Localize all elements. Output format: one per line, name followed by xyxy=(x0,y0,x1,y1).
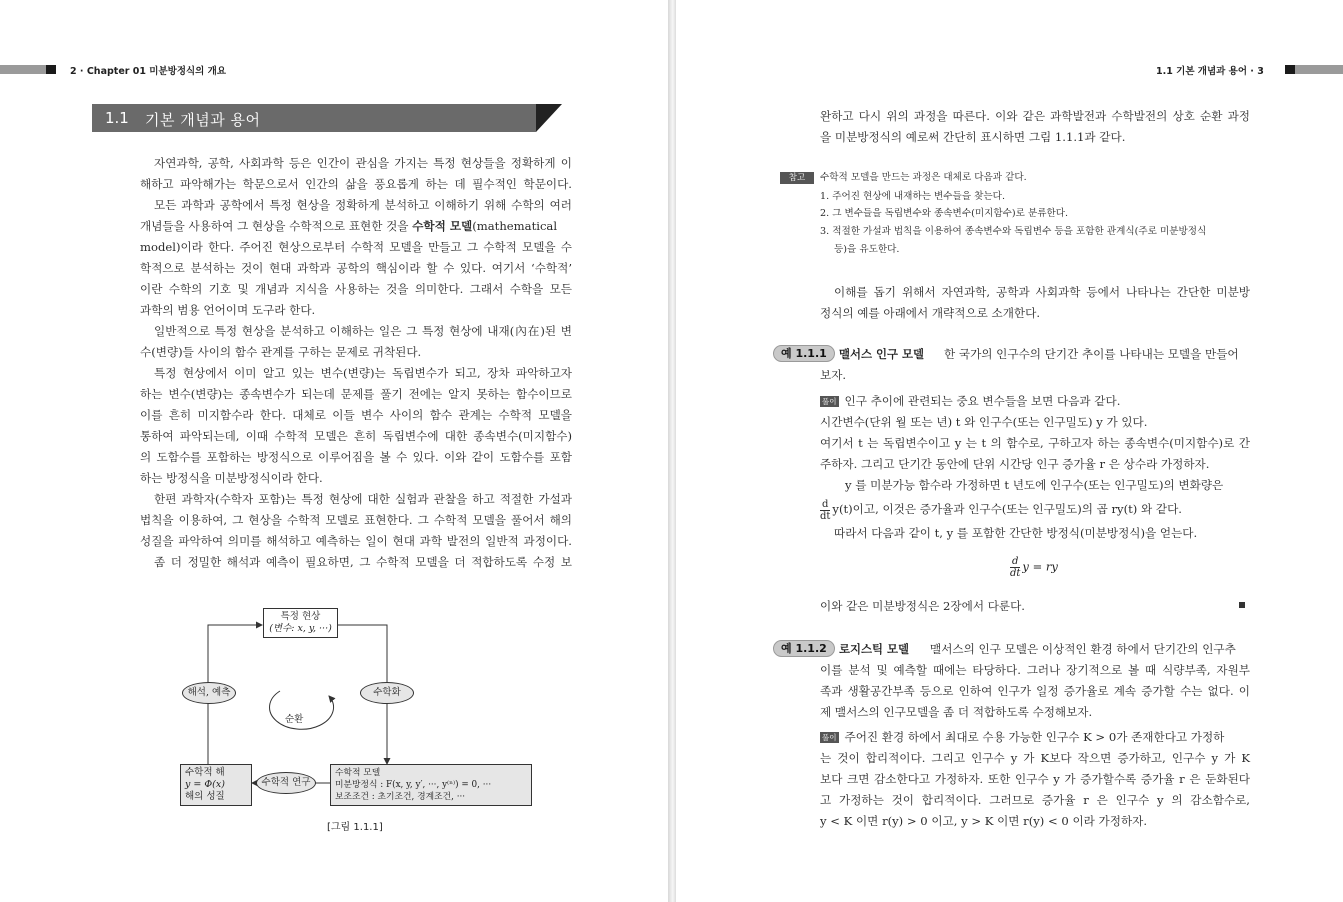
note-line: 3. 적절한 가설과 법칙을 이용하여 종속변수와 독립변수 등을 포함한 관계식(주로 미분방정식 xyxy=(820,226,1207,237)
body-line: 학적으로 분석하는 것이 현대 과학과 공학의 핵심이라 할 수 있다. 여기서 ‘수학적’ xyxy=(140,261,572,275)
end-of-example-mark xyxy=(1239,602,1245,608)
left-page xyxy=(0,0,668,902)
body-line: 한편 과학자(수학자 포함)는 특정 현상에 대한 실험과 관찰을 하고 적절한 가설과 xyxy=(154,492,572,506)
solution-line: 풀이 인구 추이에 관련되는 중요 변수들을 보면 다음과 같다. xyxy=(822,394,1121,408)
body-line: 보자. xyxy=(820,368,847,382)
solution-line: 풀이 주어진 환경 하에서 최대로 수용 가능한 인구수 K > 0가 존재한다고 가정하 xyxy=(822,730,1225,744)
body-line: 개념들을 사용하여 그 현상을 수학적으로 표현한 것을 수학적 모델(mathematical xyxy=(140,219,558,233)
solution-line: 고 가정하는 것이 합리적이다. 그러므로 증가율 r 은 인구수 y 의 감소함수로, xyxy=(820,793,1250,807)
note-line: 2. 그 변수들을 독립변수와 종속변수(미지함수)로 분류한다. xyxy=(820,208,1069,219)
body-line: 이해를 돕기 위해서 자연과학, 공학과 사회과학 등에서 나타나는 간단한 미분방 xyxy=(834,285,1250,299)
interpret-predict-oval: 해석, 예측 xyxy=(182,682,236,704)
body-line: 을 미분방정식의 예로써 간단히 표시하면 그림 1.1.1과 같다. xyxy=(820,130,1126,144)
figure-caption: [그림 1.1.1] xyxy=(327,822,383,833)
body-line: 완하고 다시 위의 과정을 따른다. 이와 같은 과학발전과 수학발전의 상호 순환 과정 xyxy=(820,109,1250,123)
body-line: 한 국가의 인구수의 단기간 추이를 나타내는 모델을 만들어 xyxy=(944,347,1239,361)
math-model-box: 수학적 모델 미분방정식 : F(x, y, y′, ···, y⁽ⁿ⁾) = 0, ··· 보조조건 : 초기조건, 경계조건, ··· xyxy=(330,764,532,806)
header-bar-mark xyxy=(46,65,56,74)
body-line: 의 도함수를 포함하는 방정식으로 이루어짐을 볼 수 있다. 이와 같이 도함수를 포함 xyxy=(140,450,572,464)
note-line: 1. 주어진 현상에 내재하는 변수들을 찾는다. xyxy=(820,191,1005,202)
header-bar-mark-right xyxy=(1285,65,1295,74)
body-line: 일반적으로 특정 현상을 분석하고 이해하는 일은 그 특정 현상에 내재(內在)된 변 xyxy=(154,324,572,338)
example-badge: 예 1.1.1 xyxy=(773,345,835,362)
header-bar-right xyxy=(1295,65,1343,74)
page-gutter xyxy=(668,0,676,902)
solution-line: 는 것이 합리적이다. 그리고 인구수 y 가 K보다 작으면 증가하고, 인구수 y 가 K xyxy=(820,751,1250,765)
body-line: 법칙을 이용하여, 그 현상을 수학적 모델로 표현한다. 그 수학적 모델을 풀어서 해의 xyxy=(140,513,572,527)
solution-line: $\frac{d}{dt}$ y(t)이고, 이것은 증가율과 인구수(또는 인구밀도)의 곱 ry(t) 와 같다. xyxy=(820,498,1182,522)
solution-line: y 를 미분가능 함수라 가정하면 t 년도에 인구수(또는 인구밀도)의 변화량은 xyxy=(845,478,1224,492)
solution-line: 시간변수(단위 월 또는 년) t 와 인구수(또는 인구밀도) y 가 있다. xyxy=(820,415,1148,429)
example-title: 맬서스 인구 모델 xyxy=(839,347,924,361)
running-header-right: 1.1 기본 개념과 용어 · 3 xyxy=(1156,66,1264,77)
example-badge: 예 1.1.2 xyxy=(773,640,835,657)
body-line: 좀 더 정밀한 해석과 예측이 필요하면, 그 수학적 모델을 더 적합하도록 수정 보 xyxy=(154,555,572,569)
body-line: 제 맬서스의 인구모델을 좀 더 적합하도록 수정해보자. xyxy=(820,705,1093,719)
term-math-model: 수학적 모델 xyxy=(412,219,473,233)
math-research-oval: 수학적 연구 xyxy=(256,772,316,794)
body-line: 특정 현상에서 이미 알고 있는 변수(변량)는 독립변수가 되고, 장차 파악하고자 xyxy=(154,366,572,380)
body-line: 모든 과학과 공학에서 특정 현상을 정확하게 분석하고 이해하기 위해 수학의 여러 xyxy=(154,198,572,212)
body-line: 통하여 파악되는데, 이때 수학적 모델은 흔히 독립변수에 대한 종속변수(미지함수) xyxy=(140,429,572,443)
body-line: 하는 변수(변량)는 종속변수가 되는데 문제를 풀기 전에는 알지 못하는 함수이므로 xyxy=(140,387,572,401)
solution-line: 따라서 다음과 같이 t, y 를 포함한 간단한 방정식(미분방정식)을 얻는다. xyxy=(834,526,1198,540)
body-line: 성질을 파악하여 의미를 해석하고 예측하는 일이 현대 과학 발전의 일반적 과정이다. xyxy=(140,534,572,548)
header-bar xyxy=(0,65,46,74)
body-line: 과학의 범용 언어이며 도구라 한다. xyxy=(140,303,316,317)
body-line: 이를 분석 및 예측할 때에는 타당하다. 그러나 장기적으로 볼 때 식량부족, 자원부 xyxy=(820,663,1250,677)
solution-tag: 풀이 xyxy=(822,397,837,406)
body-line: 족과 생활공간부족 등으로 인하여 인구가 일정 증가율로 계속 증가할 수는 없다. 이 xyxy=(820,684,1250,698)
derivative-fraction: $\frac{d}{dt}$ xyxy=(820,498,831,522)
section-title: 기본 개념과 용어 xyxy=(145,111,261,129)
example-title: 로지스틱 모델 xyxy=(839,642,909,656)
solution-line: y < K 이면 r(y) > 0 이고, y > K 이면 r(y) < 0 이라 가정하자. xyxy=(820,814,1148,828)
section-header xyxy=(92,104,562,132)
malthus-equation: $\frac{d}{dt}$ y = ry xyxy=(1010,556,1058,579)
body-line: model)이라 한다. 주어진 현상으로부터 수학적 모델을 만들고 그 수학적 모델을 수 xyxy=(140,240,572,254)
solution-line: 여기서 t 는 독립변수이고 y 는 t 의 함수로, 구하고자 하는 종속변수(미지함수)로 간 xyxy=(820,436,1250,450)
running-header: 2 · Chapter 01 미분방정식의 개요 xyxy=(70,66,227,77)
body-line: 해하고 파악해가는 학문으로서 인간의 삶을 풍요롭게 하는 데 필수적인 학문이다. xyxy=(140,177,572,191)
note-line: 등)을 유도한다. xyxy=(834,244,900,255)
solution-tag: 풀이 xyxy=(822,733,837,742)
body-line: 맬서스의 인구 모델은 이상적인 환경 하에서 단기간의 인구추 xyxy=(930,642,1236,656)
body-line: 이란 수학의 기호 및 개념과 지식을 사용하는 것을 의미한다. 그래서 수학을 모든 xyxy=(140,282,572,296)
mathematize-oval: 수학화 xyxy=(360,682,414,704)
solution-line: 보다 크면 감소한다고 가정하자. 또한 인구수 y 가 증가할수록 증가율 r 은 둔화된다 xyxy=(820,772,1250,786)
body-line: 자연과학, 공학, 사회과학 등은 인간이 관심을 가지는 특정 현상들을 정확하게 이 xyxy=(154,156,572,170)
solution-box: 수학적 해 y = Φ(x) 해의 성질 xyxy=(180,764,252,806)
note-tag: 참고 xyxy=(780,172,814,184)
section-number: 1.1 xyxy=(105,109,129,127)
phenomenon-box: 특정 현상 (변수: x, y, ···) xyxy=(263,608,338,638)
note-line: 수학적 모델을 만드는 과정은 대체로 다음과 같다. xyxy=(820,172,1027,183)
body-line: 이를 흔히 미지함수라 한다. 대체로 이들 변수 사이의 함수 관계는 수학적 모델을 xyxy=(140,408,572,422)
cycle-diagram xyxy=(168,600,540,815)
body-line: 수(변량)들 사이의 함수 관계를 구하는 문제로 귀착된다. xyxy=(140,345,422,359)
solution-line: 주하자. 그리고 단기간 동안에 단위 시간당 인구 증가율 r 은 상수라 가정하자. xyxy=(820,457,1210,471)
cycle-label: 순환 xyxy=(285,714,304,725)
body-line: 이와 같은 미분방정식은 2장에서 다룬다. xyxy=(820,599,1025,613)
body-line: 하는 방정식을 미분방정식이라 한다. xyxy=(140,471,323,485)
body-line: 정식의 예를 아래에서 개략적으로 소개한다. xyxy=(820,306,1041,320)
